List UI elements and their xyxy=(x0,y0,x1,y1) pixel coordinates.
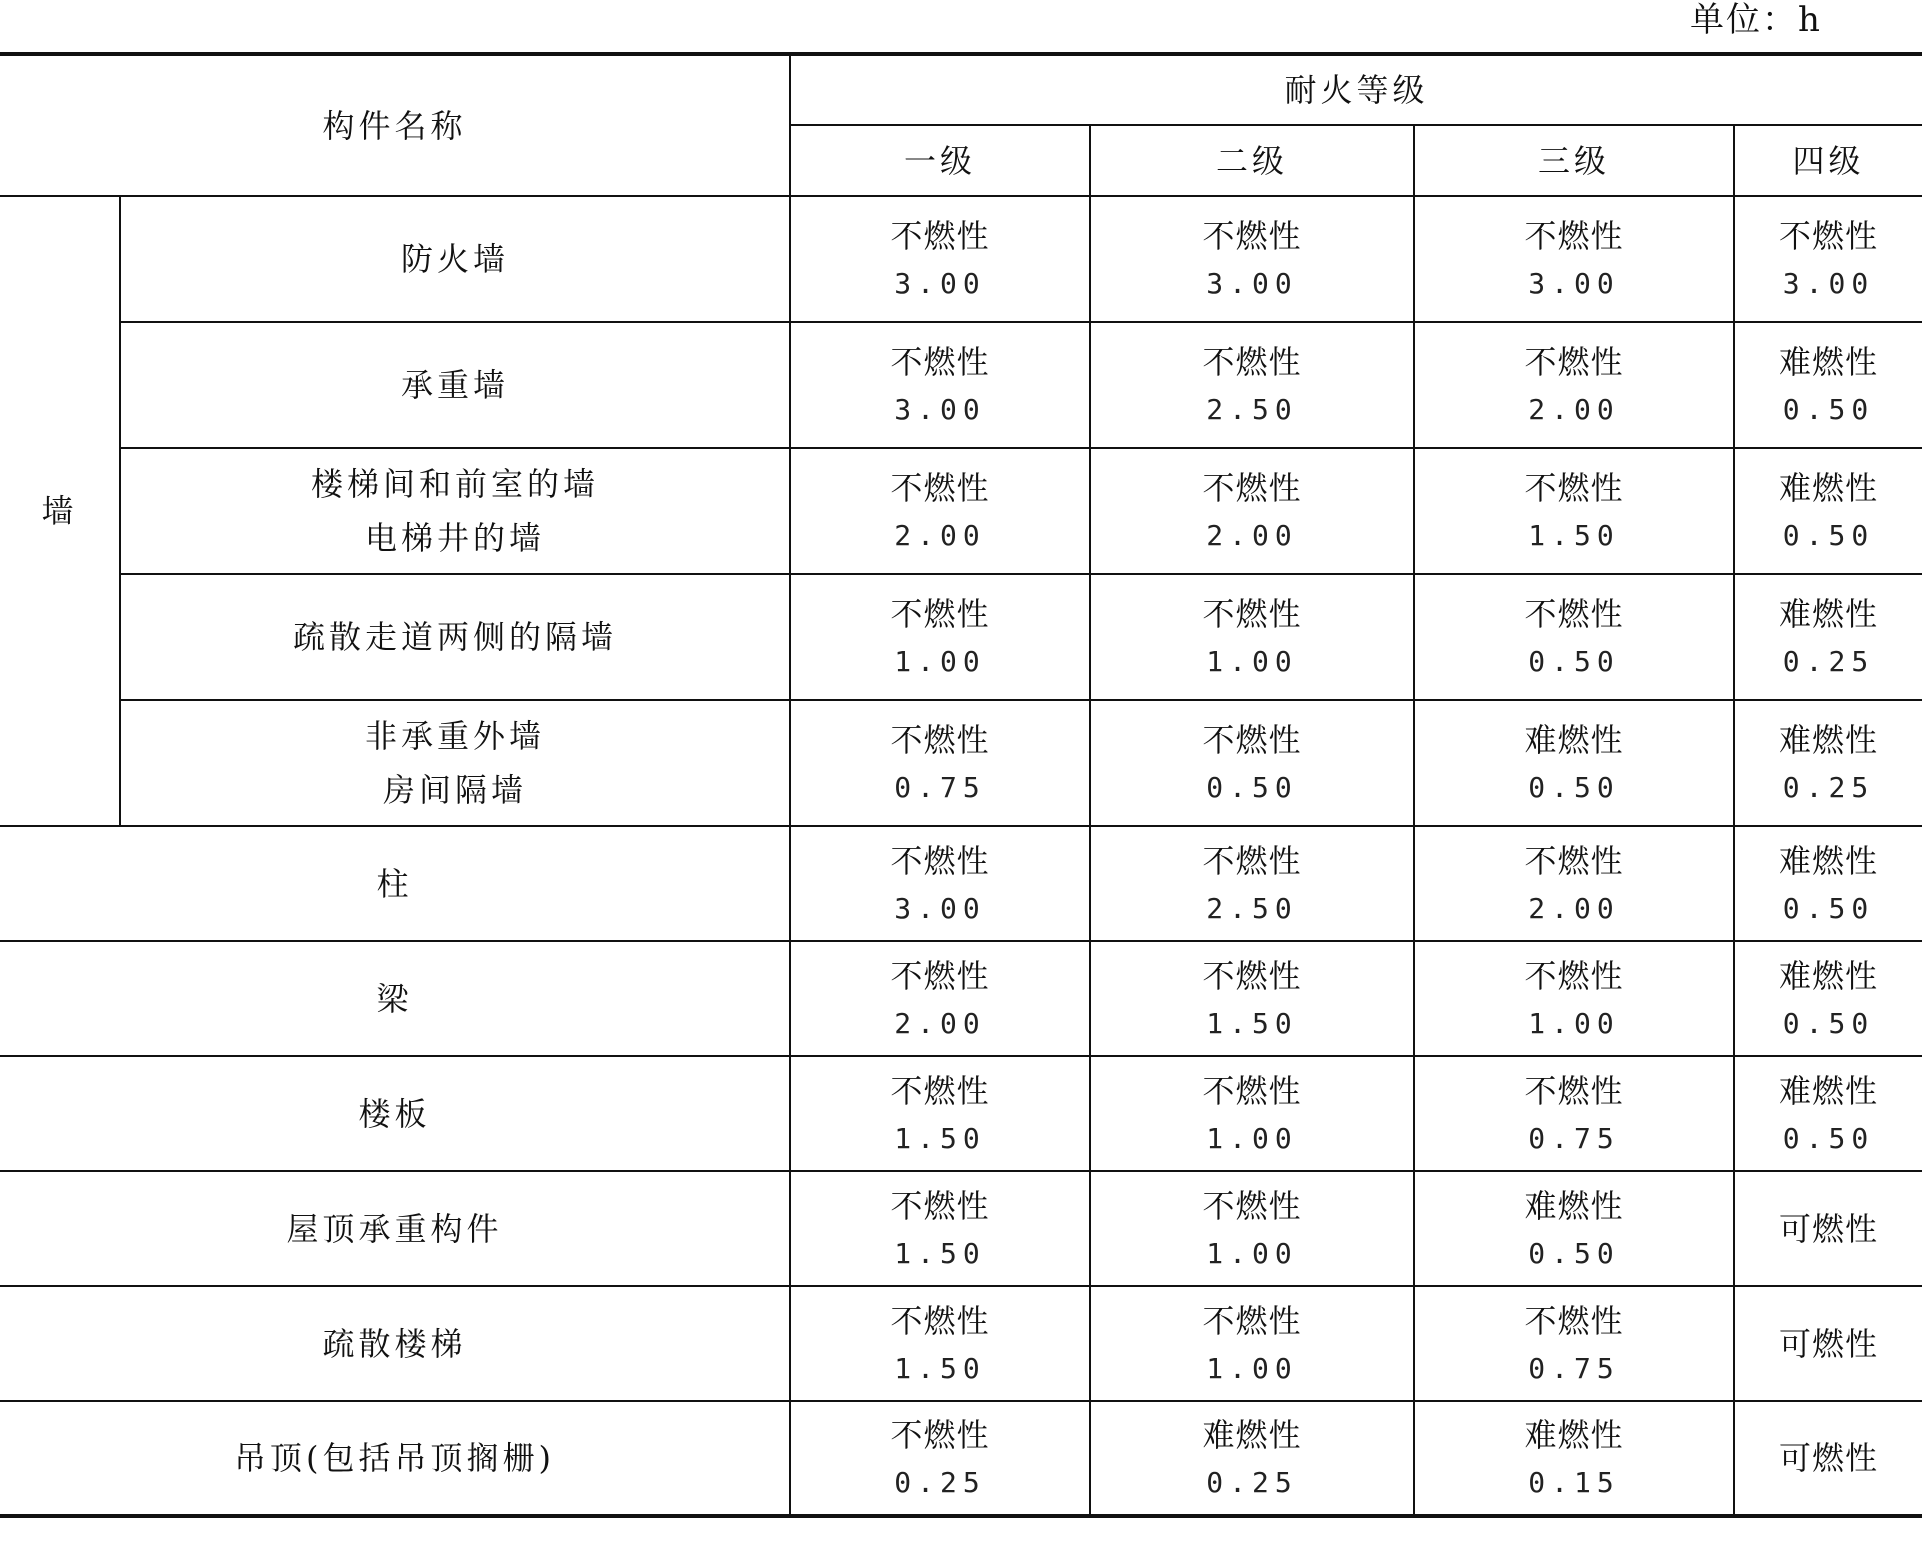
fire-resistance-hours: 2.50 xyxy=(1206,891,1298,925)
material-class: 不燃性 xyxy=(1524,595,1624,633)
component-name-cell: 楼板 xyxy=(0,1056,790,1171)
rating-cell-content xyxy=(1415,217,1733,300)
rating-cell-content xyxy=(791,1301,1089,1385)
rating-cell xyxy=(1090,826,1414,941)
rating-cell xyxy=(1734,574,1922,700)
rating-cell xyxy=(1090,1056,1414,1171)
rating-cell xyxy=(1090,700,1414,826)
component-name-line: 防火墙 xyxy=(401,240,510,278)
rating-cell xyxy=(790,941,1090,1056)
material-class: 不燃性 xyxy=(1524,469,1624,507)
rating-cell xyxy=(790,1171,1090,1286)
fire-resistance-hours: 0.25 xyxy=(1206,1466,1298,1499)
rating-cell xyxy=(790,1401,1090,1516)
fire-resistance-hours: 2.00 xyxy=(894,519,986,552)
rating-cell-content xyxy=(791,1071,1089,1155)
material-class: 不燃性 xyxy=(1202,841,1302,880)
rating-cell-content xyxy=(791,595,1089,678)
rating-cell-content xyxy=(1091,721,1413,804)
header-fire-rating: 耐火等级 xyxy=(790,54,1922,125)
rating-cell-content xyxy=(1735,1071,1922,1155)
material-class: 不燃性 xyxy=(1524,1071,1624,1110)
material-class: 不燃性 xyxy=(890,1186,990,1225)
material-class: 难燃性 xyxy=(1779,956,1879,995)
fire-resistance-hours: 2.00 xyxy=(894,1006,986,1040)
fire-resistance-hours: 1.00 xyxy=(1206,645,1298,678)
rating-cell xyxy=(1734,700,1922,826)
material-class: 不燃性 xyxy=(890,956,990,995)
rating-cell xyxy=(1414,941,1734,1056)
material-class: 不燃性 xyxy=(1202,1186,1302,1225)
rating-cell xyxy=(1414,1056,1734,1171)
rating-cell-content xyxy=(791,841,1089,925)
material-class: 不燃性 xyxy=(1524,841,1624,880)
rating-cell-content xyxy=(1091,217,1413,300)
fire-resistance-hours: 0.25 xyxy=(894,1466,986,1499)
material-class: 难燃性 xyxy=(1779,343,1879,381)
component-name-line: 房间隔墙 xyxy=(383,771,528,809)
rating-cell-content xyxy=(1415,1416,1733,1499)
table-row xyxy=(0,322,1922,448)
material-class: 不燃性 xyxy=(890,1301,990,1340)
fire-resistance-hours: 0.75 xyxy=(1528,1121,1620,1155)
material-class: 不燃性 xyxy=(890,1416,990,1454)
fire-resistance-table xyxy=(0,52,1922,1518)
fire-resistance-hours: 1.00 xyxy=(1206,1351,1298,1385)
table-row xyxy=(0,1286,1922,1401)
rating-cell-content xyxy=(1091,1416,1413,1499)
rating-cell xyxy=(1734,196,1922,322)
rating-cell-content xyxy=(791,721,1089,804)
rating-cell-content xyxy=(1415,841,1733,925)
rating-cell-content xyxy=(1735,1439,1922,1477)
component-name-cell xyxy=(120,448,790,574)
fire-resistance-hours: 0.50 xyxy=(1782,1121,1875,1155)
rating-cell xyxy=(790,322,1090,448)
header-grade-4: 四级 xyxy=(1734,125,1922,196)
wall-group-label: 墙 xyxy=(0,196,120,826)
rating-cell-content xyxy=(1091,1301,1413,1385)
fire-resistance-hours: 3.00 xyxy=(1528,267,1620,300)
fire-resistance-hours: 3.00 xyxy=(894,267,986,300)
material-class: 不燃性 xyxy=(1202,1071,1302,1110)
rating-cell xyxy=(1734,448,1922,574)
rating-cell-content xyxy=(1091,469,1413,552)
fire-resistance-hours: 0.25 xyxy=(1782,771,1875,804)
rating-cell xyxy=(1734,322,1922,448)
rating-cell-content xyxy=(791,1186,1089,1270)
material-class: 不燃性 xyxy=(1202,343,1302,381)
material-class: 难燃性 xyxy=(1779,841,1879,880)
rating-cell xyxy=(1090,196,1414,322)
component-name-cell: 屋顶承重构件 xyxy=(0,1171,790,1286)
component-name-line: 疏散走道两侧的隔墙 xyxy=(293,618,618,656)
rating-cell-content xyxy=(1091,1186,1413,1270)
table-row xyxy=(0,700,1922,826)
table-row xyxy=(0,448,1922,574)
rating-cell xyxy=(1090,574,1414,700)
rating-cell-content xyxy=(1735,841,1922,925)
rating-cell-content xyxy=(1415,721,1733,804)
fire-resistance-hours: 1.50 xyxy=(1206,1006,1298,1040)
material-class: 不燃性 xyxy=(1524,956,1624,995)
rating-cell-content xyxy=(1415,595,1733,678)
material-class: 难燃性 xyxy=(1524,721,1624,759)
fire-resistance-hours: 1.50 xyxy=(894,1351,986,1385)
material-class: 不燃性 xyxy=(1202,469,1302,507)
component-name-cell xyxy=(120,700,790,826)
component-name-line: 非承重外墙 xyxy=(365,717,546,755)
rating-cell-content xyxy=(1415,1186,1733,1270)
rating-cell-content xyxy=(1415,343,1733,426)
material-class: 可燃性 xyxy=(1779,1209,1879,1248)
rating-cell xyxy=(790,1056,1090,1171)
fire-resistance-hours: 1.50 xyxy=(1528,519,1620,552)
rating-cell-content xyxy=(1091,1071,1413,1155)
fire-resistance-hours: 0.75 xyxy=(894,771,986,804)
rating-cell xyxy=(1414,196,1734,322)
rating-cell xyxy=(1414,1286,1734,1401)
header-grade-3: 三级 xyxy=(1414,125,1734,196)
rating-cell xyxy=(790,1286,1090,1401)
rating-cell-content xyxy=(791,956,1089,1040)
fire-resistance-hours: 0.50 xyxy=(1528,1236,1620,1270)
material-class: 难燃性 xyxy=(1779,595,1879,633)
fire-resistance-hours: 0.75 xyxy=(1528,1351,1620,1385)
component-name-cell: 柱 xyxy=(0,826,790,941)
fire-resistance-hours: 3.00 xyxy=(1206,267,1298,300)
fire-resistance-hours: 0.25 xyxy=(1782,645,1875,678)
rating-cell-content xyxy=(791,1416,1089,1499)
rating-cell xyxy=(1414,826,1734,941)
rating-cell-content xyxy=(791,469,1089,552)
fire-resistance-hours: 0.50 xyxy=(1782,519,1875,552)
rating-cell-content xyxy=(1735,343,1922,426)
material-class: 难燃性 xyxy=(1524,1416,1624,1454)
rating-cell-content xyxy=(1091,956,1413,1040)
material-class: 难燃性 xyxy=(1779,1071,1879,1110)
rating-cell-content xyxy=(1091,841,1413,925)
fire-resistance-hours: 0.50 xyxy=(1528,645,1620,678)
rating-cell xyxy=(790,574,1090,700)
fire-resistance-table-container xyxy=(0,52,1922,1518)
rating-cell-content xyxy=(1735,721,1922,804)
table-row xyxy=(0,574,1922,700)
component-name-line: 承重墙 xyxy=(401,366,510,404)
rating-cell xyxy=(1414,322,1734,448)
fire-resistance-hours: 1.00 xyxy=(1206,1121,1298,1155)
fire-resistance-hours: 0.50 xyxy=(1782,891,1875,925)
material-class: 难燃性 xyxy=(1202,1416,1302,1454)
material-class: 不燃性 xyxy=(890,469,990,507)
fire-resistance-hours: 3.00 xyxy=(894,393,986,426)
fire-resistance-hours: 1.00 xyxy=(1528,1006,1620,1040)
material-class: 难燃性 xyxy=(1779,469,1879,507)
component-name-line: 楼梯间和前室的墙 xyxy=(311,465,600,503)
rating-cell xyxy=(1414,574,1734,700)
material-class: 难燃性 xyxy=(1524,1186,1624,1225)
material-class: 不燃性 xyxy=(1524,1301,1624,1340)
material-class: 不燃性 xyxy=(890,1071,990,1110)
rating-cell-content xyxy=(1415,956,1733,1040)
material-class: 不燃性 xyxy=(1202,217,1302,255)
rating-cell xyxy=(1090,322,1414,448)
header-component-name: 构件名称 xyxy=(0,54,790,196)
component-name-cell xyxy=(120,196,790,322)
rating-cell-content xyxy=(1415,1301,1733,1385)
rating-cell-content xyxy=(1415,469,1733,552)
material-class: 不燃性 xyxy=(1524,217,1624,255)
table-row xyxy=(0,196,1922,322)
fire-resistance-hours: 0.50 xyxy=(1206,771,1298,804)
rating-cell-content xyxy=(1735,469,1922,552)
fire-resistance-hours: 1.00 xyxy=(894,645,986,678)
fire-resistance-hours: 2.50 xyxy=(1206,393,1298,426)
rating-cell xyxy=(1734,1056,1922,1171)
header-grade-1: 一级 xyxy=(790,125,1090,196)
fire-resistance-hours: 1.00 xyxy=(1206,1236,1298,1270)
fire-resistance-hours: 3.00 xyxy=(894,891,986,925)
material-class: 不燃性 xyxy=(890,217,990,255)
fire-resistance-hours: 1.50 xyxy=(894,1236,986,1270)
header-row-1 xyxy=(0,54,1922,125)
component-name-cell xyxy=(120,322,790,448)
rating-cell-content xyxy=(1091,343,1413,426)
rating-cell xyxy=(790,700,1090,826)
fire-resistance-hours: 1.50 xyxy=(894,1121,986,1155)
component-name-cell xyxy=(120,574,790,700)
material-class: 不燃性 xyxy=(890,595,990,633)
rating-cell xyxy=(1414,448,1734,574)
rating-cell xyxy=(1414,1401,1734,1516)
material-class: 不燃性 xyxy=(1202,1301,1302,1340)
rating-cell xyxy=(790,448,1090,574)
fire-resistance-hours: 0.50 xyxy=(1782,1006,1875,1040)
material-class: 不燃性 xyxy=(1524,343,1624,381)
rating-cell-content xyxy=(791,217,1089,300)
table-row xyxy=(0,1056,1922,1171)
rating-cell xyxy=(1734,1171,1922,1286)
material-class: 不燃性 xyxy=(890,841,990,880)
fire-resistance-hours: 3.00 xyxy=(1782,267,1875,300)
material-class: 难燃性 xyxy=(1779,721,1879,759)
table-row xyxy=(0,941,1922,1056)
fire-resistance-hours: 2.00 xyxy=(1206,519,1298,552)
material-class: 不燃性 xyxy=(890,343,990,381)
rating-cell-content xyxy=(1735,595,1922,678)
material-class: 可燃性 xyxy=(1779,1439,1879,1477)
rating-cell-content xyxy=(1091,595,1413,678)
rating-cell xyxy=(1734,826,1922,941)
material-class: 不燃性 xyxy=(1202,956,1302,995)
unit-label: 单位：h xyxy=(1690,0,1822,40)
fire-resistance-hours: 0.50 xyxy=(1782,393,1875,426)
component-name-cell: 吊顶(包括吊顶搁栅) xyxy=(0,1401,790,1516)
fire-resistance-hours: 2.00 xyxy=(1528,393,1620,426)
rating-cell-content xyxy=(1735,1209,1922,1248)
rating-cell xyxy=(1090,1171,1414,1286)
table-row xyxy=(0,826,1922,941)
rating-cell xyxy=(790,196,1090,322)
rating-cell xyxy=(1734,1286,1922,1401)
rating-cell-content xyxy=(1735,1324,1922,1363)
rating-cell-content xyxy=(791,343,1089,426)
fire-resistance-hours: 0.15 xyxy=(1528,1466,1620,1499)
fire-resistance-hours: 0.50 xyxy=(1528,771,1620,804)
rating-cell xyxy=(790,826,1090,941)
table-row xyxy=(0,1171,1922,1286)
fire-resistance-hours: 2.00 xyxy=(1528,891,1620,925)
rating-cell xyxy=(1734,941,1922,1056)
rating-cell-content xyxy=(1735,217,1922,300)
header-grade-2: 二级 xyxy=(1090,125,1414,196)
rating-cell xyxy=(1090,448,1414,574)
material-class: 不燃性 xyxy=(1202,595,1302,633)
rating-cell-content xyxy=(1735,956,1922,1040)
rating-cell xyxy=(1414,700,1734,826)
material-class: 不燃性 xyxy=(1202,721,1302,759)
component-name-cell: 梁 xyxy=(0,941,790,1056)
rating-cell xyxy=(1090,941,1414,1056)
rating-cell xyxy=(1090,1286,1414,1401)
table-row xyxy=(0,1401,1922,1516)
rating-cell xyxy=(1734,1401,1922,1516)
material-class: 不燃性 xyxy=(1779,217,1879,255)
material-class: 可燃性 xyxy=(1779,1324,1879,1363)
rating-cell-content xyxy=(1415,1071,1733,1155)
rating-cell xyxy=(1414,1171,1734,1286)
material-class: 不燃性 xyxy=(890,721,990,759)
component-name-line: 电梯井的墙 xyxy=(365,519,546,557)
rating-cell xyxy=(1090,1401,1414,1516)
component-name-cell: 疏散楼梯 xyxy=(0,1286,790,1401)
